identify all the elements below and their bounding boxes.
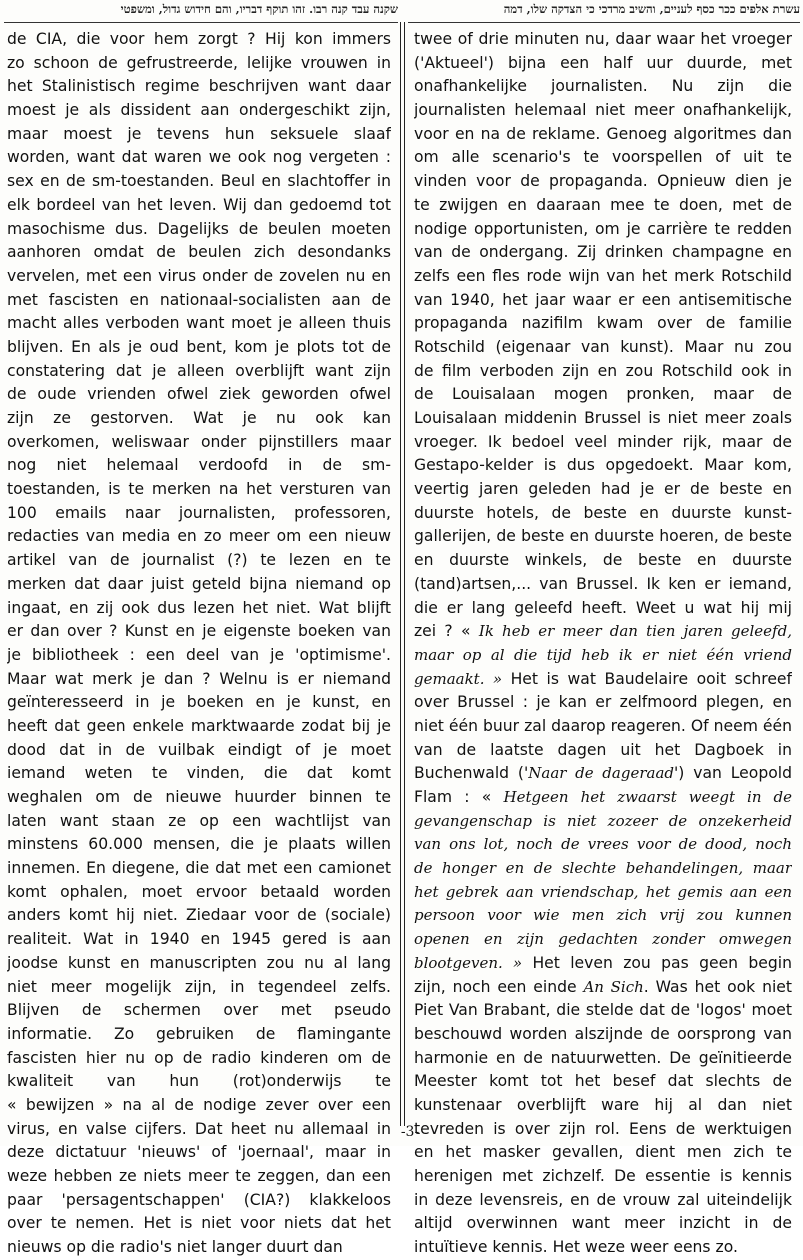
right-text-line: in deze levensreis, en de vrouw zal uiteindelijk bbox=[414, 1190, 792, 1209]
right-text-line: kunstenaar overblijft ware hij al dan niet bbox=[414, 1095, 792, 1114]
right-text-line: vinden voor de propaganda. Opnieuw dien je bbox=[414, 172, 792, 191]
left-text-line: over te nemen. Het is niet voor niets dat het bbox=[7, 1214, 391, 1233]
right-text-line: tevreden is over zijn rol. Eens de werktuigen bbox=[414, 1119, 792, 1138]
right-text-line: Rotschild (eigenaar van kunst). Maar nu zou bbox=[414, 337, 792, 356]
left-text-line: paar 'persagentschappen' (CIA?) klakkeloos bbox=[7, 1190, 391, 1209]
page-number: -3- bbox=[400, 1124, 420, 1140]
right-text-line: herenigen met zichzelf. De essentie is kennis bbox=[414, 1167, 792, 1185]
left-text-line: worden, want dat waren we ook nog vergeten : bbox=[7, 148, 391, 167]
left-text-line: kwaliteit van hun (rot)onderwijs te bbox=[7, 1072, 391, 1091]
left-text-line: anders komt hij niet. Ziedaar voor de (sociale) bbox=[7, 906, 391, 925]
left-text-line: « bewijzen » na al de nodige zever over een bbox=[7, 1095, 391, 1114]
left-text-line: redacties van media en zo meer om een nieuw bbox=[7, 527, 391, 546]
right-text-line bbox=[414, 810, 792, 834]
right-text-line: altijd overwinnen want meer inzicht in de bbox=[414, 1214, 792, 1233]
left-text-line: de CIA, die voor hem zorgt ? Hij kon immers bbox=[7, 30, 391, 48]
right-text-line: duurste hotels, de beste en duurste kunst- bbox=[414, 503, 792, 522]
left-text-line: constatering dat je alleen overblijft want zijn bbox=[7, 361, 391, 380]
left-text-line: komt ophalen, moet ervoor betaald worden bbox=[7, 882, 391, 901]
left-text-line: weze hebben ze niets meer te zeggen, dan een bbox=[7, 1167, 391, 1185]
left-text-line: blijven. En als je oud bent, kom je plots tot de bbox=[7, 337, 391, 356]
right-text-column bbox=[414, 28, 792, 1260]
right-text-line: onafhankelijke journalisten. Nu zijn die bbox=[414, 77, 792, 96]
italic-quote-fragment: de honger en de slechte behandelingen, maar bbox=[414, 859, 792, 878]
right-text-line: Piet Van Brabant, die stelde dat de 'logos' moet bbox=[414, 1001, 792, 1020]
left-text-line: virus, en valse cijfers. Dat heet nu allemaal in bbox=[7, 1119, 391, 1138]
left-text-line: je bibliotheek : een deel van je 'optimisme'. bbox=[7, 645, 391, 664]
right-text-line: (tand)artsen,... van Brussel. Ik ken er iemand, bbox=[414, 574, 792, 593]
left-text-line: overkomen, weliswaar onder pijnstillers maar bbox=[7, 432, 391, 451]
right-text-line: Meester komt tot het besef dat slechts de bbox=[414, 1072, 792, 1091]
left-text-line: vervelen, met een virus onder de zovelen nu en bbox=[7, 266, 391, 285]
left-text-line: zo schoon de gefrustreerde, lelijke vrouwen in bbox=[7, 53, 391, 72]
right-text-line bbox=[414, 833, 792, 857]
left-text-line: aanhoren omdat de beulen zich desondanks bbox=[7, 243, 391, 262]
left-text-line: met fascisten en nationaal-socialisten aan de bbox=[7, 290, 391, 309]
left-text-line: de oude vrienden ofwel ziek geworden ofwel bbox=[7, 385, 391, 404]
italic-quote-fragment: An Sich bbox=[583, 977, 644, 996]
right-text-line: veertig jaren geleden had je er de beste en bbox=[414, 480, 792, 499]
italic-quote-fragment: gemaakt. » bbox=[414, 669, 503, 688]
left-text-line: moest je als dissident aan ondergeschikt zijn, bbox=[7, 101, 391, 120]
left-text-line: weghalen om de nieuwe huurder binnen te bbox=[7, 788, 391, 806]
right-text-line: niet één buur zal daarop reageren. Of neem één bbox=[414, 716, 792, 735]
left-text-line: deze dictatuur 'nieuws' of 'joernaal', maar in bbox=[7, 1143, 391, 1162]
column-divider-secondary bbox=[404, 22, 405, 1126]
right-text-line: voor en na de reklame. Genoeg algoritmes dan bbox=[414, 124, 792, 143]
right-text-line: Gestapo-kelder is dus opgedoekt. Maar kom, bbox=[414, 456, 792, 475]
italic-quote-fragment: Ik heb er meer dan tien jaren geleefd, bbox=[478, 622, 792, 641]
hebrew-header-right: עשרת אלפים ככר כסף לעניים, והשיב מרדכי כי הצדקה שלו, דמה bbox=[503, 2, 800, 16]
right-text-line: van de laatste dagen uit het Dagboek in bbox=[414, 740, 792, 759]
left-text-line: realiteit. Wat in 1940 en 1945 gered is aan bbox=[7, 930, 391, 949]
hebrew-header-left: שקנה עבד קנה רבו. זהו תוקף דבריו, והם חידוש גדול, ומשפטי bbox=[120, 2, 398, 16]
right-text-line: nodige opportunisten, om je carrière te redden bbox=[414, 219, 792, 238]
italic-quote-fragment: van ons lot, noch de vrees voor de dood, noch bbox=[414, 835, 792, 854]
left-text-line: minstens 60.000 mensen, die je plaats willen bbox=[7, 835, 391, 854]
right-text-line: die er lang geleefd heeft. Weet u wat hij mij bbox=[414, 598, 792, 617]
right-text-line: blootgeven. » Het leven zou pas geen begin bbox=[414, 953, 792, 972]
left-text-line: sex en de sm-toestanden. Beul en slachtoffer in bbox=[7, 172, 391, 191]
left-text-line: 100 emails naar journalisten, professoren, bbox=[7, 503, 391, 522]
right-text-line: van de ondergang. Zij drinken champagne en bbox=[414, 243, 792, 262]
right-text-line: Flam : « Hetgeen het zwaarst weegt in de bbox=[414, 788, 792, 806]
right-text-line bbox=[414, 904, 792, 928]
left-text-line: Maar wat merk je dan ? Welnu is er niemand bbox=[7, 669, 391, 688]
header-rule-right bbox=[408, 22, 800, 23]
right-text-line: harmonie en de natuurwetten. De geïnitieerde bbox=[414, 1048, 792, 1067]
right-text-line: journalisten helemaal niet meer onafhankelijk, bbox=[414, 101, 792, 120]
right-text-line bbox=[414, 881, 792, 905]
left-text-line: nieuws op die radio's niet langer duurt dan bbox=[7, 1238, 343, 1257]
italic-quote-fragment: blootgeven. » bbox=[414, 953, 523, 972]
right-text-line: te zwijgen en daaraan mee te doen, met de bbox=[414, 195, 792, 214]
right-text-line: de film verboden zijn en zou Rotschild ook in bbox=[414, 361, 792, 380]
right-text-line: zelfs een fles rode wijn van het merk Rotschild bbox=[414, 266, 792, 285]
left-text-column bbox=[7, 28, 391, 1260]
right-text-line: om alle scenario's te voorspellen of uit te bbox=[414, 148, 792, 167]
left-text-line: toestanden, is te merken na het versturen van bbox=[7, 480, 391, 499]
left-text-line: fascisten hier nu op de radio kinderen om de bbox=[7, 1048, 391, 1067]
right-text-line: en het masker gevallen, dient men zich te bbox=[414, 1143, 792, 1162]
italic-quote-fragment: Hetgeen het zwaarst weegt in de bbox=[503, 788, 792, 806]
right-text-line: beschouwd worden alszijnde de oorsprong van bbox=[414, 1024, 792, 1043]
left-text-line: dood dat in de vuilbak eindigt of je moet bbox=[7, 740, 391, 759]
left-text-line: masochisme dus. Dagelijks de beulen moeten bbox=[7, 219, 391, 238]
right-text-line: intuïtieve kennis. Het weze weer eens zo. bbox=[414, 1238, 738, 1257]
right-text-line: over Brussel : je kan er zelfmoord plegen, en bbox=[414, 693, 792, 712]
left-text-line: ingaat, en zij ook dus lezen het niet. Wat blijft bbox=[7, 598, 391, 617]
right-text-line bbox=[414, 928, 792, 952]
right-text-line: gallerijen, de beste en duurste hoeren, de beste bbox=[414, 527, 792, 546]
right-text-line bbox=[414, 857, 792, 881]
italic-quote-fragment: openen en zijn gedachten zonder omwegen bbox=[414, 930, 792, 949]
left-text-line: nog niet helemaal verdoofd in de sm- bbox=[7, 456, 391, 475]
left-text-line: laten want staan ze op een wachtlijst van bbox=[7, 811, 391, 830]
italic-quote-fragment: persoon voor wie men zich vrij zou kunnen bbox=[414, 906, 792, 925]
right-text-line: Buchenwald ('Naar de dageraad') van Leopold bbox=[414, 764, 792, 783]
italic-quote-fragment: gevangenschap is niet zozeer de onzekerheid bbox=[414, 811, 792, 830]
right-text-line: twee of drie minuten nu, daar waar het vroeger bbox=[414, 30, 792, 48]
left-text-line: niet meer mogelijk zijn, in tegendeel zelfs. bbox=[7, 977, 391, 996]
right-text-line: Louisalaan middenin Brussel is niet meer zoals bbox=[414, 409, 792, 427]
right-text-line: zei ? « Ik heb er meer dan tien jaren geleefd, bbox=[414, 622, 792, 641]
column-divider bbox=[400, 22, 401, 1126]
left-text-line: macht alles verboden want moet je alleen thuis bbox=[7, 314, 391, 333]
left-text-line: er dan over ? Kunst en je eigenste boeken van bbox=[7, 622, 391, 641]
left-text-line: zijn ze gestorven. Wat je nu ook kan bbox=[7, 409, 391, 427]
right-text-line: gemaakt. » Het is wat Baudelaire ooit schreef bbox=[414, 669, 792, 688]
header-rule-left bbox=[4, 22, 398, 23]
italic-quote-fragment: Naar de dageraad bbox=[528, 764, 674, 783]
italic-quote-fragment: het gebrek aan vriendschap, het gemis aan een bbox=[414, 882, 792, 901]
left-text-line: heeft dat geen enkele marktwaarde zodat bij je bbox=[7, 716, 391, 735]
right-text-line: zijn, noch een einde An Sich. Was het ook niet bbox=[414, 977, 792, 996]
right-text-line: propaganda nazifilm kwam over de familie bbox=[414, 314, 792, 333]
right-text-line bbox=[414, 644, 792, 668]
left-text-line: elk bordeel van het leven. Wij dan gedoemd tot bbox=[7, 195, 391, 214]
italic-quote-fragment: maar op al die tijd heb ik er niet één vriend bbox=[414, 645, 792, 664]
left-text-line: informatie. Zo gebruiken de flamingante bbox=[7, 1024, 391, 1043]
left-text-line: merken dat daar juist geteld bijna niemand op bbox=[7, 574, 391, 593]
left-text-line: joodse kunst en manuscripten zou nu al lang bbox=[7, 953, 391, 972]
left-text-line: innemen. En diegene, die dat met een camionet bbox=[7, 859, 391, 878]
left-text-line: Blijven de schermen over met pseudo bbox=[7, 1001, 391, 1020]
right-text-line: de Louisalaan mogen pronken, maar de bbox=[414, 385, 792, 404]
left-text-line: het Stalinistisch regime beschrijven want daar bbox=[7, 77, 391, 96]
left-text-line: iemand weten te vinden, die dat komt bbox=[7, 764, 391, 783]
right-text-line: vroeger. Ik bedoel veel minder rijk, maar de bbox=[414, 432, 792, 451]
right-text-line: en duurste winkels, de beste en duurste bbox=[414, 551, 792, 570]
left-text-line: artikel van de journalist (?) te lezen en te bbox=[7, 551, 391, 570]
left-text-line: maar moest je tevens hun seksuele slaaf bbox=[7, 124, 391, 143]
right-text-line: ('Aktueel') bijna een half uur duurde, met bbox=[414, 53, 792, 72]
left-text-line: geïnteresseerd in je boeken en je kunst, en bbox=[7, 693, 391, 712]
right-text-line: van 1940, het jaar waar er een antisemitische bbox=[414, 290, 792, 309]
